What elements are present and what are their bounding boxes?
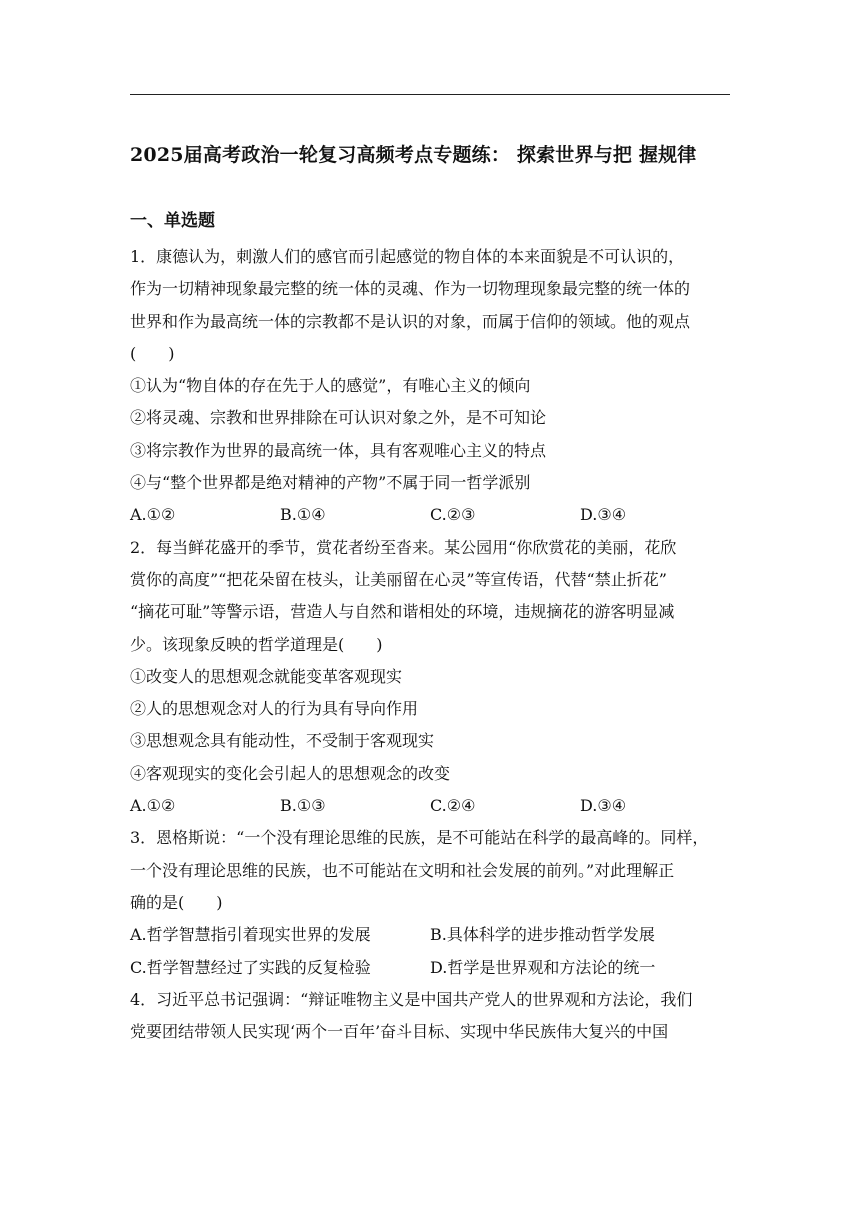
question-stem-line: 2．每当鲜花盛开的季节，赏花者纷至沓来。某公园用“你欣赏花的美丽，花欣 (130, 537, 677, 557)
question-stem-line: 3．恩格斯说：“一个没有理论思维的民族，是不可能站在科学的最高峰的。同样， (130, 828, 709, 848)
option-a: A.哲学智慧指引着现实世界的发展 (130, 925, 371, 945)
question-2 (130, 532, 730, 823)
answer-options-row-1 (130, 919, 730, 951)
statement-2: ②将灵魂、宗教和世界排除在可认识对象之外，是不可知论 (130, 408, 547, 428)
question-4 (130, 984, 730, 1049)
question-stem-line: 确的是( ) (130, 892, 223, 912)
answer-options (130, 499, 730, 531)
option-c: C.哲学智慧经过了实践的反复检验 (130, 957, 371, 977)
option-a: A.①② (130, 505, 176, 525)
page-title: 2025届高考政治一轮复习高频考点专题练： 探索世界与把 握规律 (130, 144, 697, 166)
question-3 (130, 822, 730, 983)
question-stem-line: 党要团结带领人民实现‘两个一百年’奋斗目标、实现中华民族伟大复兴的中国 (130, 1022, 669, 1042)
statement-3: ③将宗教作为世界的最高统一体，具有客观唯心主义的特点 (130, 440, 547, 460)
question-stem-line: 一个没有理论思维的民族，也不可能站在文明和社会发展的前列。”对此理解正 (130, 860, 675, 880)
question-stem-line: 4．习近平总书记强调：“辩证唯物主义是中国共产党人的世界观和方法论，我们 (130, 989, 693, 1009)
question-stem-line: 作为一切精神现象最完整的统一体的灵魂、作为一切物理现象最完整的统一体的 (130, 279, 691, 299)
statement-2: ②人的思想观念对人的行为具有导向作用 (130, 699, 419, 719)
question-stem-line: 世界和作为最高统一体的宗教都不是认识的对象，而属于信仰的领域。他的观点 (130, 311, 691, 331)
option-d: D.③④ (580, 796, 627, 816)
question-stem-line: ( ) (130, 343, 175, 363)
question-stem-line: 少。该现象反映的哲学道理是( ) (130, 634, 383, 654)
answer-options (130, 790, 730, 822)
question-1 (130, 241, 730, 532)
statement-4: ④与“整个世界都是绝对精神的产物”不属于同一哲学派别 (130, 473, 531, 493)
statement-1: ①改变人的思想观念就能变革客观现实 (130, 666, 403, 686)
question-stem-line: 赏你的高度”“把花朵留在枝头，让美丽留在心灵”等宣传语，代替“禁止折花” (130, 569, 667, 589)
option-d: D.哲学是世界观和方法论的统一 (430, 957, 656, 977)
option-c: C.②④ (430, 796, 476, 816)
option-a: A.①② (130, 796, 176, 816)
answer-options-row-2 (130, 952, 730, 984)
option-c: C.②③ (430, 505, 476, 525)
question-stem-line: 1．康德认为，刺激人们的感官而引起感觉的物自体的本来面貌是不可认识的， (130, 247, 685, 266)
section-heading: 一、单选题 (130, 211, 215, 231)
statement-4: ④客观现实的变化会引起人的思想观念的改变 (130, 763, 451, 783)
question-list (130, 241, 730, 1048)
question-stem-line: “摘花可耻”等警示语，营造人与自然和谐相处的环境，违规摘花的游客明显减 (130, 602, 675, 622)
header-rule (130, 94, 730, 95)
option-d: D.③④ (580, 505, 627, 525)
statement-1: ①认为“物自体的存在先于人的感觉”，有唯心主义的倾向 (130, 376, 531, 396)
option-b: B.①③ (280, 796, 326, 816)
option-b: B.①④ (280, 505, 326, 525)
option-b: B.具体科学的进步推动哲学发展 (430, 925, 655, 945)
statement-3: ③思想观念具有能动性，不受制于客观现实 (130, 731, 435, 751)
